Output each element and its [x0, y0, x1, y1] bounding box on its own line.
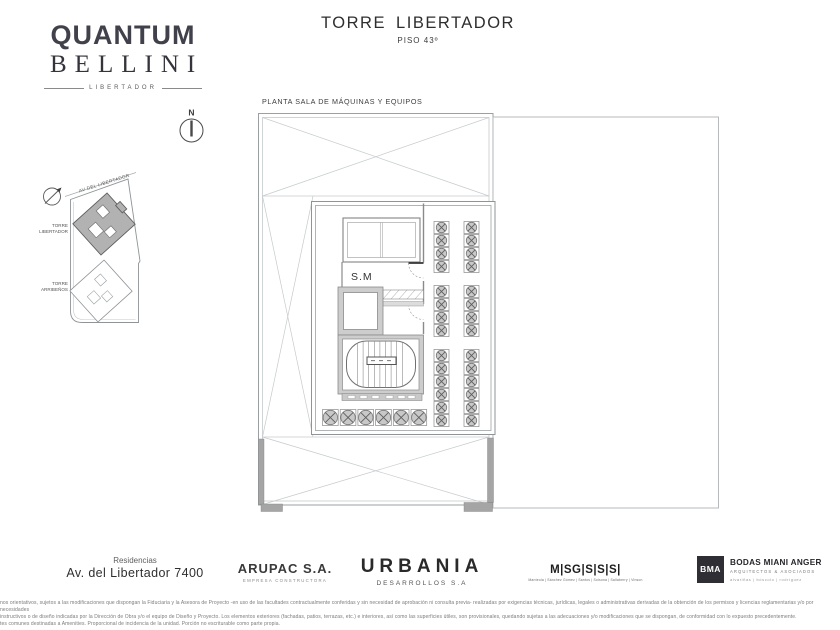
tower1-label-line1: TORRE	[52, 223, 68, 228]
tower1-label-line2: LIBERTADOR	[39, 229, 68, 234]
developer-tagline: DESARROLLOS S.A	[376, 580, 468, 587]
developer-name: URBANIA	[360, 556, 484, 577]
legal-disclaimer	[0, 600, 838, 628]
project-address: Av. del Libertador 7400	[66, 566, 204, 580]
elevator-shaft	[338, 287, 383, 335]
floor-plan	[259, 114, 719, 512]
site-compass-icon	[44, 188, 62, 206]
msg-tagline: Manteola | Sánchez Gómez | Santos | Solsona | Sallaberry | Vinson	[528, 577, 643, 582]
bma-partners: alvariñas | bóscolo | rodríguez	[730, 576, 802, 582]
machine-equipment-cabinet	[343, 218, 420, 262]
tower-arribenos-footprint	[70, 260, 132, 322]
tower2-label-line2: ARRIBEÑOS	[40, 287, 68, 292]
machine-room	[312, 202, 496, 435]
plan-title: PLANTA SALA DE MÁQUINAS Y EQUIPOS	[262, 97, 423, 106]
stair	[338, 335, 424, 401]
street-label: AV DEL LIBERTADOR	[78, 172, 131, 194]
bma-text-block	[730, 556, 822, 582]
north-label: N	[188, 107, 195, 118]
msg-name: M|SG|S|S|S|	[550, 564, 621, 576]
tower-libertador-footprint	[73, 190, 138, 255]
logo-tagline-text: LIBERTADOR	[89, 85, 157, 91]
constructor-logo	[235, 561, 335, 583]
disclaimer-line1: nos orientativos, sujetos a las modificaciones que dispongan la Fiduciaria y la Asesora de Proyecto -en uso de las facultades contractualmente conferidas y sin necesidad de aprobación ni consulta previa- realizadas por exigencias técnicas, jurídicas, legales o administrativas derivadas de la obtención de los permisos y licencias reglamentarias y/o por necesidades	[0, 600, 814, 613]
constructor-tagline: EMPRESA CONSTRUCTORA	[242, 578, 328, 583]
disclaimer-line2: instructivos o de diseño indicadas por la Dirección de Obra y/o el equipo de Diseño y Proyecto. Los elementos exteriores (fachadas, patios, terrazas, etc.) e interiores, así como las superficies útiles, son provisionales, quedando sujetas a las adecuaciones y/o modificaciones que se dispongan, de conformidad con lo expuesto precedentemente.	[0, 614, 797, 620]
vent-hatch-strip	[383, 290, 424, 306]
plan-right-section	[493, 117, 719, 508]
tower2-label-line1: TORRE	[52, 281, 68, 286]
project-line1: Residencias	[113, 556, 157, 565]
sheet-subtitle: PISO 43º	[397, 36, 439, 45]
machine-room-label: S.M	[351, 271, 373, 283]
site-plan	[39, 173, 140, 323]
architects-msg-logo	[523, 564, 648, 582]
north-compass-icon	[180, 108, 203, 143]
bma-tagline: ARQUITECTOS & ASOCIADOS	[730, 568, 816, 574]
developer-logo	[353, 556, 491, 587]
project-address-block	[55, 556, 215, 580]
sheet-title: TORRE LIBERTADOR	[321, 14, 515, 32]
disclaimer-line3: tes comunes destinadas a Amenities. Proporcional de incidencia de la unidad. Porción no escriturable como parte propia.	[0, 621, 281, 627]
logo-name-top: QUANTUM	[50, 20, 196, 50]
architects-bma-logo	[697, 556, 822, 583]
constructor-name: ARUPAC S.A.	[237, 561, 333, 576]
bma-badge: BMA	[697, 556, 724, 583]
logo-name-bottom: BELLINI	[50, 51, 204, 78]
bma-name: BODAS MIANI ANGER	[730, 558, 822, 567]
